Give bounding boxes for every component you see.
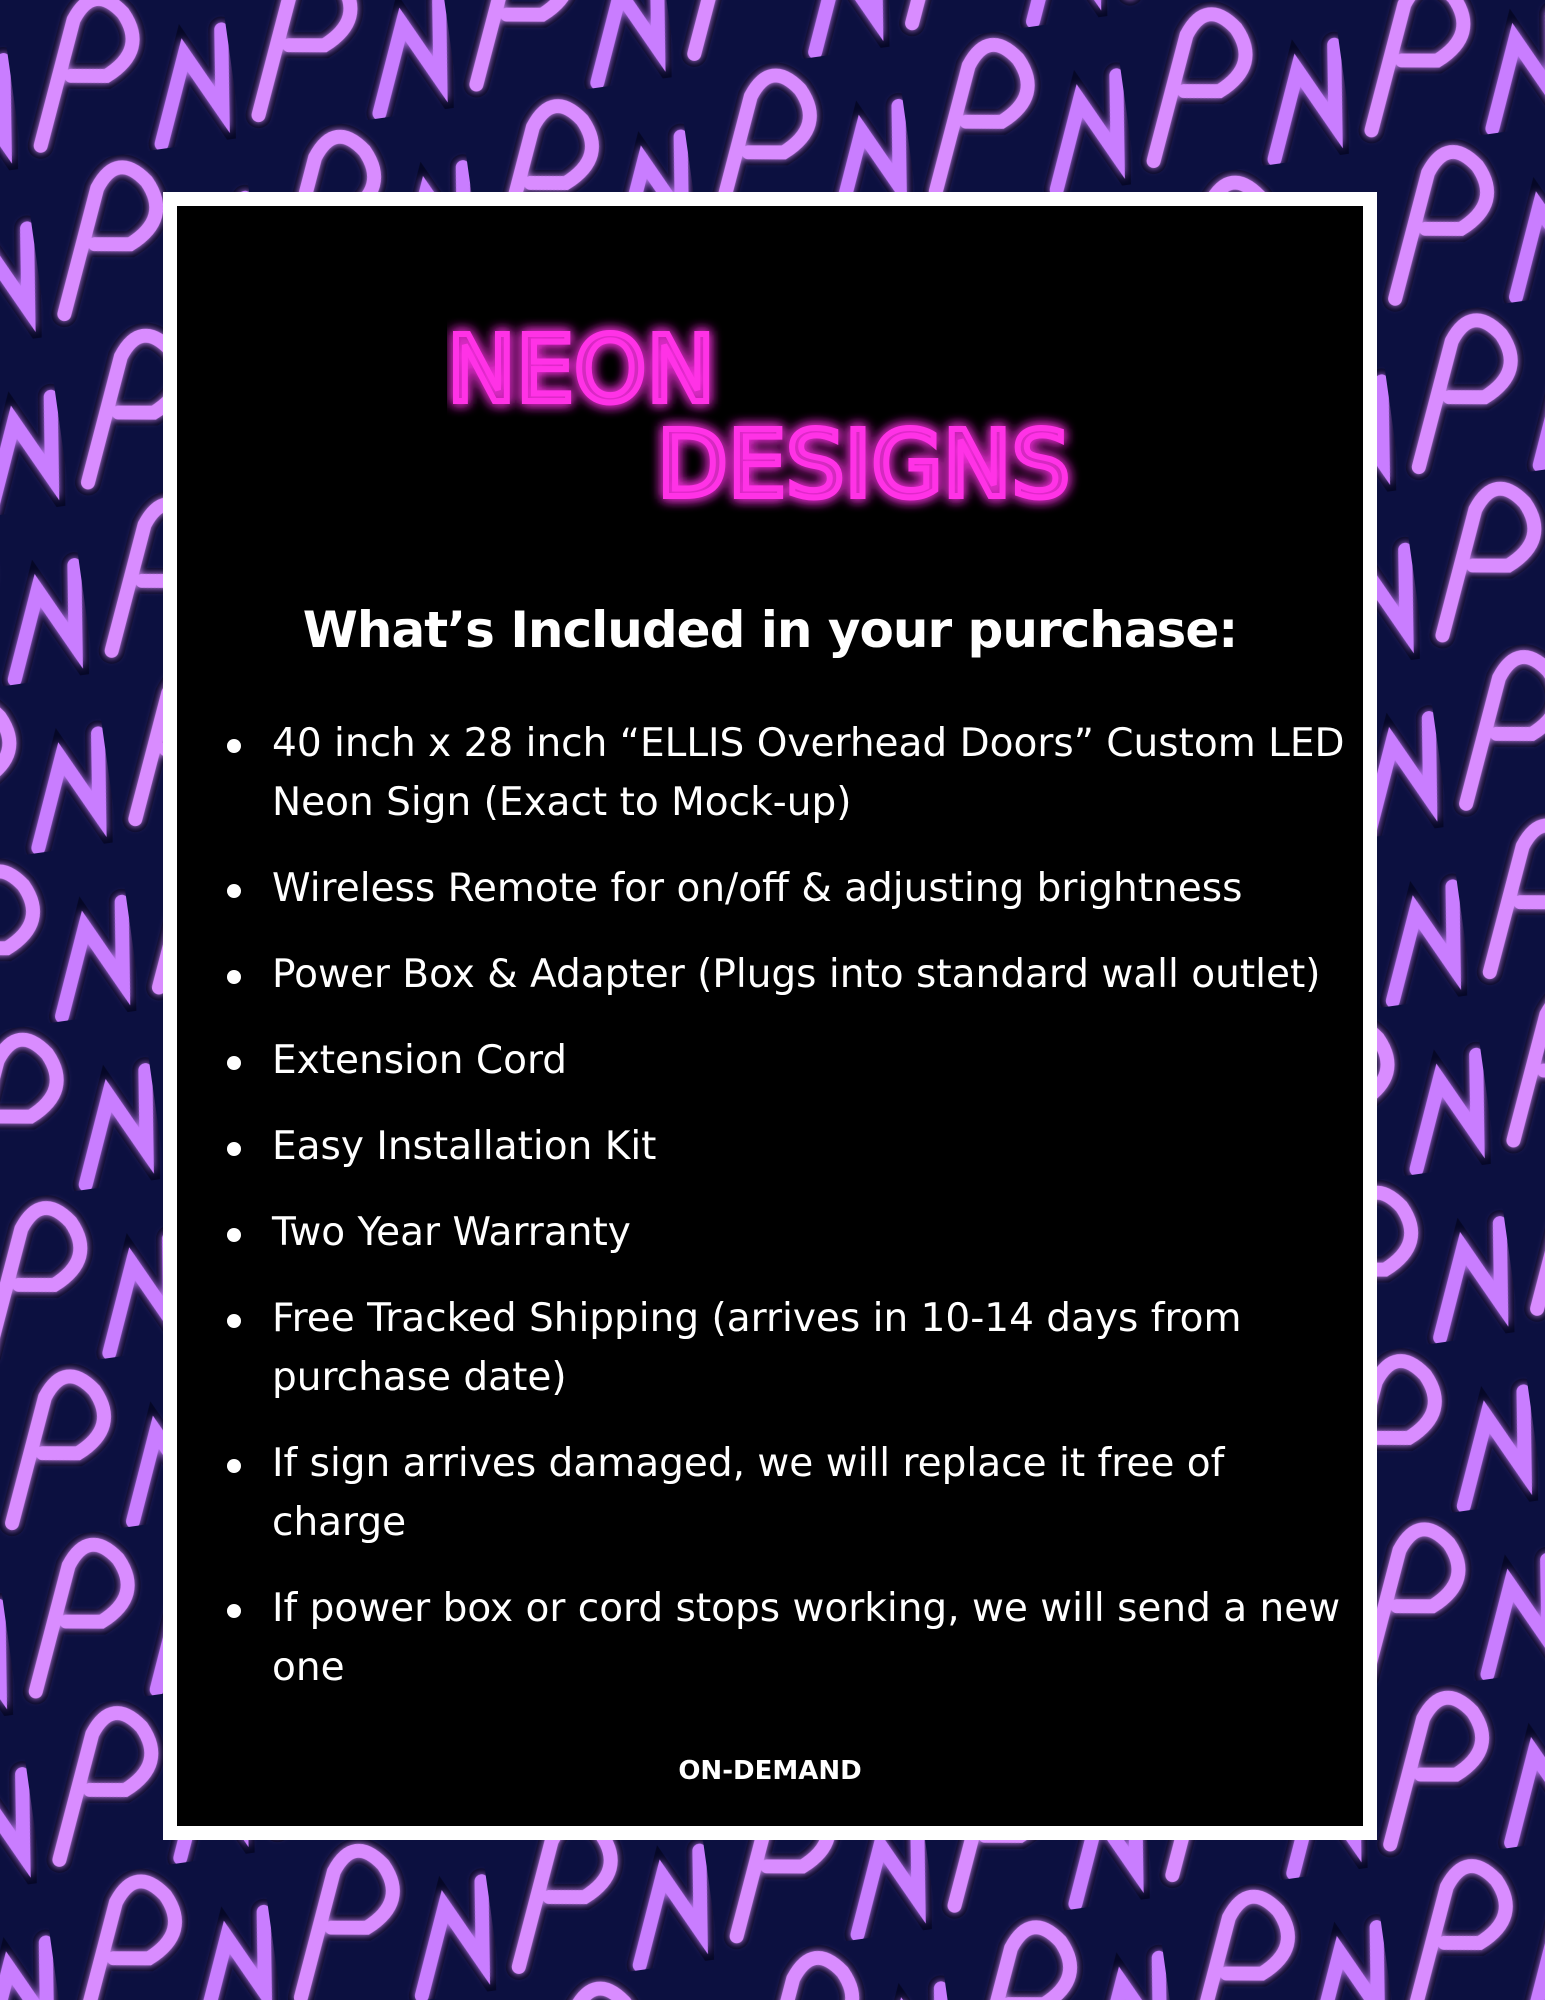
- logo-word-designs: DESIGNS: [657, 411, 1071, 518]
- list-item: [227, 1117, 1347, 1176]
- bullet-icon: [227, 1604, 241, 1618]
- list-item: [227, 1579, 1347, 1697]
- logo-word-neon: NEON: [447, 316, 716, 423]
- bullet-icon: [227, 970, 241, 984]
- list-item: [227, 714, 1347, 832]
- list-item-text: Two Year Warranty: [272, 1210, 631, 1255]
- bullet-icon: [227, 1056, 241, 1070]
- list-item: [227, 859, 1347, 918]
- bullet-icon: [227, 739, 241, 753]
- info-card-body: [177, 206, 1363, 1826]
- bullet-icon: [227, 1228, 241, 1242]
- list-item-text: Extension Cord: [272, 1038, 568, 1083]
- list-item: [227, 1434, 1347, 1552]
- bullet-icon: [227, 1142, 241, 1156]
- list-item-text: Power Box & Adapter (Plugs into standard wall outlet): [272, 952, 1321, 997]
- bullet-icon: [227, 1459, 241, 1473]
- bullet-icon: [227, 1314, 241, 1328]
- list-item: [227, 1203, 1347, 1262]
- list-item: [227, 1031, 1347, 1090]
- list-item-text: Free Tracked Shipping (arrives in 10-14 days from purchase date): [272, 1296, 1242, 1400]
- included-heading: What’s Included in your purchase:: [302, 601, 1238, 659]
- list-item: [227, 945, 1347, 1004]
- list-item-text: Wireless Remote for on/off & adjusting brightness: [272, 866, 1243, 911]
- info-card: [163, 192, 1377, 1840]
- list-item-text: Easy Installation Kit: [272, 1124, 657, 1169]
- neon-designs-logo: [447, 306, 1107, 526]
- bullet-icon: [227, 884, 241, 898]
- list-item: [227, 1289, 1347, 1407]
- included-items-list: [227, 714, 1347, 1724]
- list-item-text: If sign arrives damaged, we will replace it free of charge: [272, 1441, 1225, 1545]
- footer-label: ON-DEMAND: [678, 1756, 862, 1786]
- list-item-text: If power box or cord stops working, we will send a new one: [272, 1586, 1341, 1690]
- list-item-text: 40 inch x 28 inch “ELLIS Overhead Doors” Custom LED Neon Sign (Exact to Mock-up): [272, 721, 1345, 825]
